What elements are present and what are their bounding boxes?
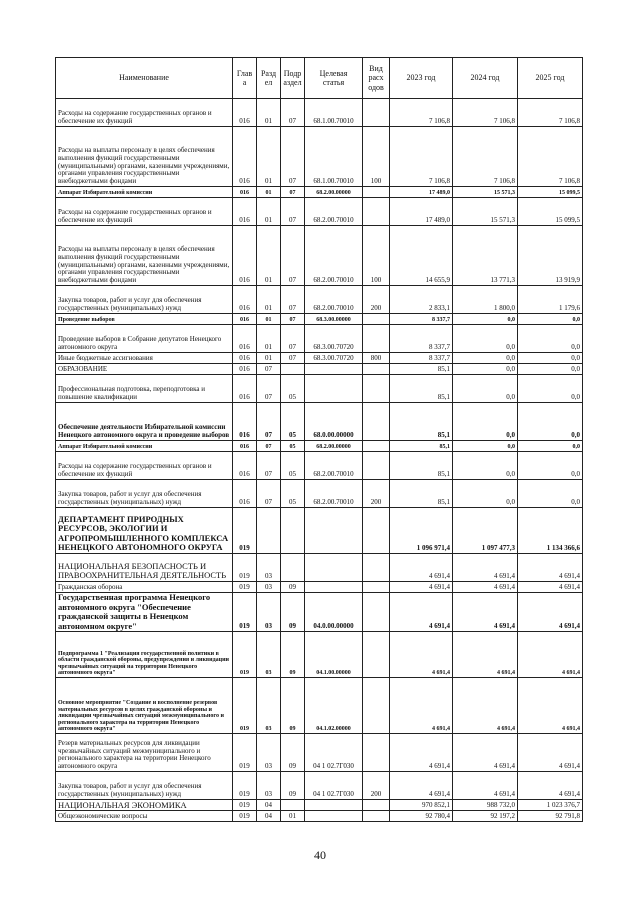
y2024-cell: 0,0 [453, 441, 518, 452]
chapter-cell: 016 [233, 452, 257, 480]
chapter-cell: 019 [233, 593, 257, 632]
y2023-cell: 970 852,1 [390, 800, 453, 811]
target-cell: 68.2.00.70010 [305, 480, 363, 508]
y2024-cell: 4 691,4 [453, 632, 518, 678]
target-cell: 68.1.00.70010 [305, 99, 363, 127]
name-cell: Закупка товаров, работ и услуг для обеспечения государственных (муниципальных) нужд [56, 772, 233, 800]
name-cell: Закупка товаров, работ и услуг для обеспечения государственных (муниципальных) нужд [56, 286, 233, 314]
y2024-cell: 0,0 [453, 325, 518, 353]
y2025-cell: 4 691,4 [518, 772, 583, 800]
table-row [56, 187, 583, 198]
y2023-cell: 2 833,1 [390, 286, 453, 314]
section-cell: 07 [257, 364, 281, 375]
y2023-cell: 7 106,8 [390, 99, 453, 127]
expense-type-cell: 100 [363, 127, 390, 187]
target-cell: 68.0.00.00000 [305, 403, 363, 441]
expense-type-cell [363, 554, 390, 582]
y2025-cell: 4 691,4 [518, 582, 583, 593]
expense-type-cell [363, 375, 390, 403]
target-cell: 68.1.00.70010 [305, 127, 363, 187]
expense-type-cell [363, 508, 390, 554]
chapter-cell: 019 [233, 508, 257, 554]
expense-type-cell: 200 [363, 480, 390, 508]
header-expense-type: Вид расх одов [363, 58, 390, 99]
y2023-cell: 4 691,4 [390, 772, 453, 800]
y2025-cell: 0,0 [518, 364, 583, 375]
header-target: Целевая статья [305, 58, 363, 99]
table-row [56, 632, 583, 678]
expense-type-cell [363, 314, 390, 325]
y2024-cell: 4 691,4 [453, 554, 518, 582]
chapter-cell: 016 [233, 187, 257, 198]
section-cell: 01 [257, 226, 281, 286]
table-row [56, 678, 583, 734]
subsection-cell: 09 [281, 734, 305, 772]
y2023-cell: 85,1 [390, 375, 453, 403]
y2024-cell: 13 771,3 [453, 226, 518, 286]
table-row [56, 441, 583, 452]
y2024-cell: 15 571,3 [453, 187, 518, 198]
subsection-cell: 05 [281, 441, 305, 452]
target-cell [305, 811, 363, 822]
target-cell: 04.0.00.00000 [305, 593, 363, 632]
subsection-cell [281, 800, 305, 811]
section-cell: 01 [257, 286, 281, 314]
y2024-cell: 988 732,0 [453, 800, 518, 811]
table-row [56, 353, 583, 364]
page-number: 40 [314, 848, 326, 862]
y2024-cell: 0,0 [453, 375, 518, 403]
target-cell: 68.2.00.70010 [305, 452, 363, 480]
name-cell: Расходы на содержание государственных органов и обеспечение их функций [56, 452, 233, 480]
table-row [56, 403, 583, 441]
section-cell: 07 [257, 403, 281, 441]
name-cell: Аппарат Избирательной комиссии [56, 441, 233, 452]
expense-type-cell [363, 734, 390, 772]
y2023-cell: 85,1 [390, 441, 453, 452]
header-row [56, 58, 583, 99]
chapter-cell: 019 [233, 554, 257, 582]
target-cell: 68.2.00.70010 [305, 198, 363, 226]
name-cell: Закупка товаров, работ и услуг для обеспечения государственных (муниципальных) нужд [56, 480, 233, 508]
y2024-cell: 7 106,8 [453, 99, 518, 127]
expense-type-cell [363, 811, 390, 822]
y2024-cell: 4 691,4 [453, 593, 518, 632]
subsection-cell: 07 [281, 325, 305, 353]
expense-type-cell [363, 187, 390, 198]
table-row [56, 554, 583, 582]
chapter-cell: 016 [233, 375, 257, 403]
chapter-cell: 016 [233, 364, 257, 375]
expense-type-cell: 200 [363, 286, 390, 314]
y2025-cell: 15 099,5 [518, 198, 583, 226]
y2024-cell: 0,0 [453, 452, 518, 480]
y2025-cell: 0,0 [518, 314, 583, 325]
name-cell: Расходы на содержание государственных органов и обеспечение их функций [56, 99, 233, 127]
target-cell: 68.3.00.70720 [305, 353, 363, 364]
y2023-cell: 8 337,7 [390, 314, 453, 325]
section-cell: 01 [257, 198, 281, 226]
y2025-cell: 1 134 366,6 [518, 508, 583, 554]
subsection-cell: 05 [281, 452, 305, 480]
y2025-cell: 4 691,4 [518, 678, 583, 734]
header-subsection: Подр аздел [281, 58, 305, 99]
section-cell: 03 [257, 772, 281, 800]
subsection-cell: 09 [281, 582, 305, 593]
y2024-cell: 15 571,3 [453, 198, 518, 226]
table-row [56, 811, 583, 822]
subsection-cell: 09 [281, 678, 305, 734]
expense-type-cell [363, 800, 390, 811]
y2023-cell: 17 489,0 [390, 187, 453, 198]
name-cell: ОБРАЗОВАНИЕ [56, 364, 233, 375]
section-cell [257, 508, 281, 554]
y2023-cell: 4 691,4 [390, 582, 453, 593]
y2025-cell: 0,0 [518, 441, 583, 452]
chapter-cell: 016 [233, 403, 257, 441]
subsection-cell: 07 [281, 226, 305, 286]
target-cell [305, 508, 363, 554]
y2023-cell: 4 691,4 [390, 554, 453, 582]
table-row [56, 364, 583, 375]
section-cell: 03 [257, 554, 281, 582]
y2023-cell: 8 337,7 [390, 353, 453, 364]
y2024-cell: 0,0 [453, 480, 518, 508]
y2024-cell: 1 800,0 [453, 286, 518, 314]
chapter-cell: 016 [233, 99, 257, 127]
subsection-cell [281, 508, 305, 554]
chapter-cell: 016 [233, 286, 257, 314]
target-cell: 04.1.00.00000 [305, 632, 363, 678]
name-cell: Аппарат Избирательной комиссии [56, 187, 233, 198]
target-cell: 68.3.00.00000 [305, 314, 363, 325]
section-cell: 01 [257, 325, 281, 353]
section-cell: 01 [257, 127, 281, 187]
expense-type-cell: 200 [363, 772, 390, 800]
expense-type-cell [363, 99, 390, 127]
expense-type-cell [363, 441, 390, 452]
table-row [56, 800, 583, 811]
y2025-cell: 13 919,9 [518, 226, 583, 286]
y2025-cell: 4 691,4 [518, 632, 583, 678]
target-cell [305, 554, 363, 582]
y2024-cell: 92 197,2 [453, 811, 518, 822]
chapter-cell: 019 [233, 772, 257, 800]
header-name: Наименование [56, 58, 233, 99]
table-row [56, 508, 583, 554]
target-cell [305, 582, 363, 593]
y2024-cell: 4 691,4 [453, 772, 518, 800]
name-cell: Проведение выборов [56, 314, 233, 325]
target-cell [305, 375, 363, 403]
expense-type-cell [363, 593, 390, 632]
subsection-cell: 01 [281, 811, 305, 822]
y2024-cell: 0,0 [453, 353, 518, 364]
target-cell: 68.3.00.70720 [305, 325, 363, 353]
subsection-cell: 05 [281, 480, 305, 508]
y2025-cell: 0,0 [518, 452, 583, 480]
section-cell: 07 [257, 441, 281, 452]
target-cell: 04.1.02.00000 [305, 678, 363, 734]
header-2025: 2025 год [518, 58, 583, 99]
section-cell: 03 [257, 678, 281, 734]
y2023-cell: 4 691,4 [390, 734, 453, 772]
name-cell: Проведение выборов в Собрание депутатов Ненецкого автономного округа [56, 325, 233, 353]
y2025-cell: 1 179,6 [518, 286, 583, 314]
chapter-cell: 016 [233, 314, 257, 325]
header-2024: 2024 год [453, 58, 518, 99]
y2023-cell: 85,1 [390, 452, 453, 480]
section-cell: 01 [257, 187, 281, 198]
header-2023: 2023 год [390, 58, 453, 99]
y2024-cell: 0,0 [453, 314, 518, 325]
expense-type-cell: 100 [363, 226, 390, 286]
section-cell: 07 [257, 480, 281, 508]
y2023-cell: 85,1 [390, 480, 453, 508]
table-row [56, 772, 583, 800]
y2023-cell: 92 780,4 [390, 811, 453, 822]
subsection-cell [281, 364, 305, 375]
name-cell: Подпрограмма 1 "Реализация государственной политики в области гражданской обороны, предупреждения и ликвидации чрезвычайных ситуаций на территории Ненецкого автономного округа" [56, 632, 233, 678]
y2025-cell: 7 106,8 [518, 127, 583, 187]
header-section: Разд ел [257, 58, 281, 99]
y2023-cell: 85,1 [390, 403, 453, 441]
expense-type-cell [363, 678, 390, 734]
name-cell: Резерв материальных ресурсов для ликвидации чрезвычайных ситуаций межмуниципального и регионального характера на территории Ненецкого автономного округа [56, 734, 233, 772]
name-cell: Иные бюджетные ассигнования [56, 353, 233, 364]
section-cell: 01 [257, 99, 281, 127]
y2024-cell: 7 106,8 [453, 127, 518, 187]
y2023-cell: 1 096 971,4 [390, 508, 453, 554]
section-cell: 03 [257, 582, 281, 593]
subsection-cell: 09 [281, 632, 305, 678]
expense-type-cell [363, 198, 390, 226]
subsection-cell: 07 [281, 187, 305, 198]
y2025-cell: 0,0 [518, 325, 583, 353]
subsection-cell: 07 [281, 99, 305, 127]
y2024-cell: 1 097 477,3 [453, 508, 518, 554]
y2023-cell: 85,1 [390, 364, 453, 375]
chapter-cell: 016 [233, 325, 257, 353]
target-cell: 04 1 02.7Г030 [305, 734, 363, 772]
y2023-cell: 4 691,4 [390, 678, 453, 734]
section-cell: 01 [257, 314, 281, 325]
subsection-cell: 07 [281, 198, 305, 226]
chapter-cell: 019 [233, 582, 257, 593]
chapter-cell: 016 [233, 441, 257, 452]
name-cell: НАЦИОНАЛЬНАЯ ЭКОНОМИКА [56, 800, 233, 811]
table-body [56, 99, 583, 822]
chapter-cell: 016 [233, 127, 257, 187]
section-cell: 07 [257, 375, 281, 403]
y2024-cell: 0,0 [453, 364, 518, 375]
section-cell: 01 [257, 353, 281, 364]
y2025-cell: 4 691,4 [518, 593, 583, 632]
table-row [56, 198, 583, 226]
section-cell: 03 [257, 632, 281, 678]
expense-type-cell: 800 [363, 353, 390, 364]
table-row [56, 314, 583, 325]
y2023-cell: 4 691,4 [390, 593, 453, 632]
section-cell: 07 [257, 452, 281, 480]
name-cell: Расходы на выплаты персоналу в целях обеспечения выполнения функций государственными (муниципальными) органами, казенными учреждениями, органами управления государственными внебюджетными фондами [56, 226, 233, 286]
name-cell: Гражданская оборона [56, 582, 233, 593]
section-cell: 03 [257, 734, 281, 772]
table-row [56, 127, 583, 187]
y2025-cell: 4 691,4 [518, 734, 583, 772]
section-cell: 04 [257, 811, 281, 822]
y2025-cell: 7 106,8 [518, 99, 583, 127]
subsection-cell: 09 [281, 593, 305, 632]
y2023-cell: 14 655,9 [390, 226, 453, 286]
chapter-cell: 019 [233, 800, 257, 811]
expense-type-cell [363, 582, 390, 593]
y2024-cell: 0,0 [453, 403, 518, 441]
name-cell: Расходы на выплаты персоналу в целях обеспечения выполнения функций государственными (муниципальными) органами, казенными учреждениями, органами управления государственными внебюджетными фондами [56, 127, 233, 187]
table-row [56, 286, 583, 314]
y2025-cell: 0,0 [518, 403, 583, 441]
subsection-cell: 05 [281, 375, 305, 403]
table-row [56, 226, 583, 286]
section-cell: 04 [257, 800, 281, 811]
subsection-cell: 09 [281, 772, 305, 800]
chapter-cell: 019 [233, 632, 257, 678]
y2025-cell: 92 791,8 [518, 811, 583, 822]
y2023-cell: 17 489,0 [390, 198, 453, 226]
subsection-cell [281, 554, 305, 582]
subsection-cell: 07 [281, 314, 305, 325]
chapter-cell: 019 [233, 678, 257, 734]
section-cell: 03 [257, 593, 281, 632]
table-row [56, 480, 583, 508]
y2024-cell: 4 691,4 [453, 678, 518, 734]
name-cell: Основное мероприятие "Создание и восполнение резервов материальных ресурсов в целях гражданской обороны и ликвидации чрезвычайных ситуаций межмуниципального и регионального характера на территории Ненецкого автономного округа" [56, 678, 233, 734]
table-row [56, 582, 583, 593]
target-cell: 68.2.00.70010 [305, 286, 363, 314]
expense-type-cell [363, 325, 390, 353]
name-cell: Профессиональная подготовка, переподготовка и повышение квалификации [56, 375, 233, 403]
subsection-cell: 07 [281, 127, 305, 187]
y2025-cell: 15 099,5 [518, 187, 583, 198]
y2025-cell: 0,0 [518, 353, 583, 364]
target-cell [305, 800, 363, 811]
name-cell: НАЦИОНАЛЬНАЯ БЕЗОПАСНОСТЬ И ПРАВООХРАНИТЕЛЬНАЯ ДЕЯТЕЛЬНОСТЬ [56, 554, 233, 582]
y2023-cell: 8 337,7 [390, 325, 453, 353]
y2025-cell: 4 691,4 [518, 554, 583, 582]
subsection-cell: 07 [281, 286, 305, 314]
y2024-cell: 4 691,4 [453, 582, 518, 593]
table-row [56, 375, 583, 403]
chapter-cell: 019 [233, 811, 257, 822]
table-row [56, 99, 583, 127]
subsection-cell: 05 [281, 403, 305, 441]
table-row [56, 325, 583, 353]
expense-type-cell [363, 364, 390, 375]
target-cell: 68.2.00.00000 [305, 441, 363, 452]
y2025-cell: 0,0 [518, 480, 583, 508]
name-cell: ДЕПАРТАМЕНТ ПРИРОДНЫХ РЕСУРСОВ, ЭКОЛОГИИ И АГРОПРОМЫШЛЕННОГО КОМПЛЕКСА НЕНЕЦКОГО АВТОНОМНОГО ОКРУГА [56, 508, 233, 554]
table-row [56, 593, 583, 632]
chapter-cell: 016 [233, 353, 257, 364]
target-cell [305, 364, 363, 375]
target-cell: 68.2.00.70010 [305, 226, 363, 286]
chapter-cell: 019 [233, 734, 257, 772]
y2023-cell: 4 691,4 [390, 632, 453, 678]
chapter-cell: 016 [233, 480, 257, 508]
name-cell: Расходы на содержание государственных органов и обеспечение их функций [56, 198, 233, 226]
table-row [56, 734, 583, 772]
target-cell: 68.2.00.00000 [305, 187, 363, 198]
name-cell: Государственная программа Ненецкого автономного округа "Обеспечение гражданской защиты в Ненецком автономном округе" [56, 593, 233, 632]
target-cell: 04 1 02.7Г030 [305, 772, 363, 800]
y2023-cell: 7 106,8 [390, 127, 453, 187]
y2025-cell: 1 023 376,7 [518, 800, 583, 811]
name-cell: Общеэкономические вопросы [56, 811, 233, 822]
expense-type-cell [363, 403, 390, 441]
name-cell: Обеспечение деятельности Избирательной комиссии Ненецкого автономного округа и проведение выборов [56, 403, 233, 441]
subsection-cell: 07 [281, 353, 305, 364]
y2025-cell: 0,0 [518, 375, 583, 403]
chapter-cell: 016 [233, 198, 257, 226]
expense-type-cell [363, 452, 390, 480]
budget-table [55, 57, 583, 822]
header-chapter: Глав а [233, 58, 257, 99]
expense-type-cell [363, 632, 390, 678]
chapter-cell: 016 [233, 226, 257, 286]
y2024-cell: 4 691,4 [453, 734, 518, 772]
table-row [56, 452, 583, 480]
